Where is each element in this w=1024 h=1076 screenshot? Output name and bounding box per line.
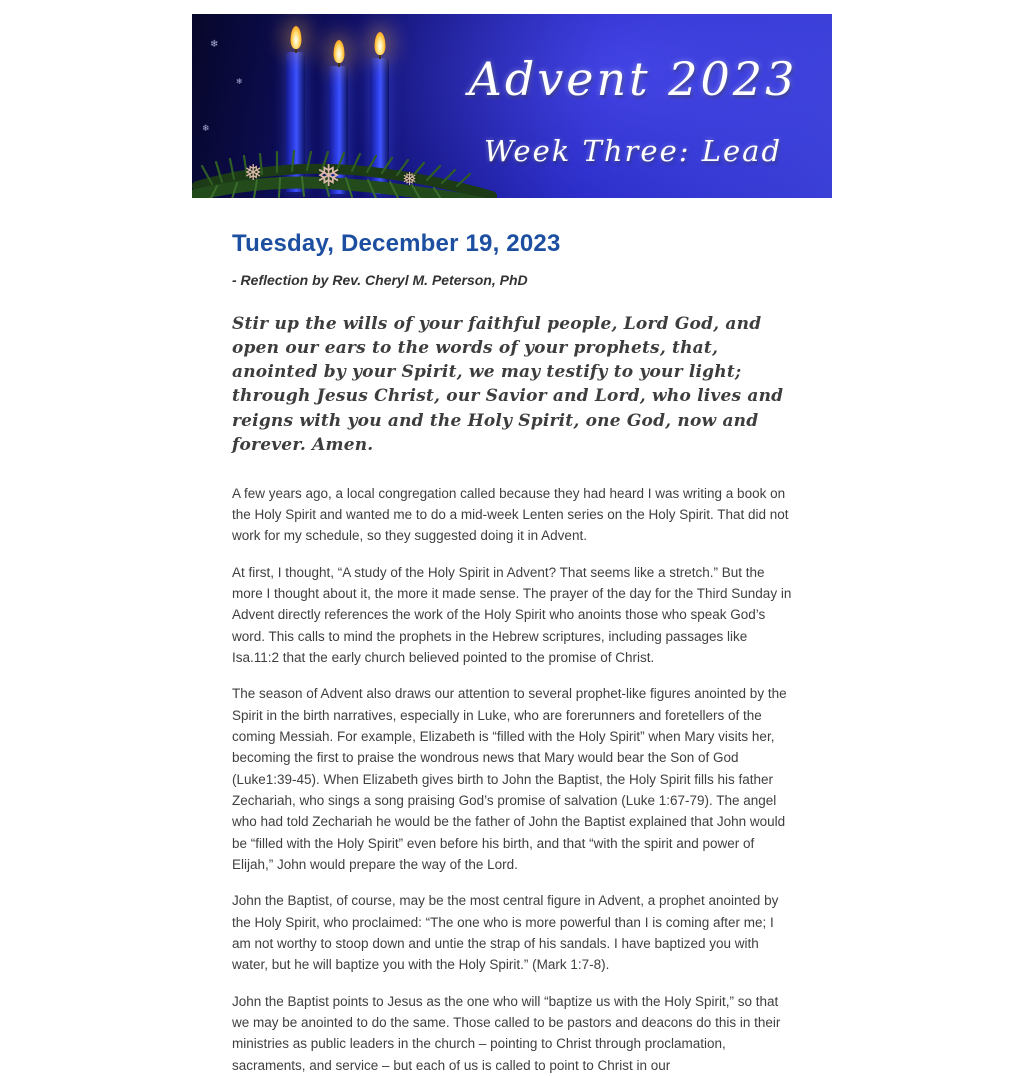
body-paragraph: John the Baptist points to Jesus as the one who will “baptize us with the Holy Spirit,” so that we may be anointed to do the same. Those called to be pastors and deacons do this in their ministries as public leaders in the church – pointing to Christ through proclamation, sacraments, and service – but each of us is called to point to Christ in our <box>232 993 781 1073</box>
banner-title: Advent 2023 <box>468 52 798 106</box>
email-body <box>192 0 832 1076</box>
snowflake-icon: ❅ <box>402 169 418 189</box>
snowflake-icon: ❄ <box>210 39 219 50</box>
snowflake-icon: ❄ <box>236 77 243 86</box>
flame-icon <box>374 32 385 55</box>
body-paragraph: John the Baptist, of course, may be the most central figure in Advent, a prophet anointed by the Holy Spirit, who proclaimed: “The one who is more powerful than I is coming after me; I am not worthy to stoop down and untie the strap of his sandals. I have baptized you with water, but he will baptize you with the Holy Spirit.” (Mark 1:7-8). <box>232 893 779 973</box>
body-paragraph: At first, I thought, “A study of the Holy Spirit in Advent? That seems like a stretch.” But the more I thought about it, the more it made sense. The prayer of the day for the Third Sunday in Advent directly references the work of the Holy Spirit who anoints those who speak God’s word. This calls to mind the prophets in the Hebrew scriptures, including passages like Isa.11:2 that the early church believed pointed to the promise of Christ. <box>232 564 792 666</box>
body-paragraph: The season of Advent also draws our attention to several prophet-like figures anointed by the Spirit in the birth narratives, especially in Luke, who are forerunners and foretellers of the coming Messiah. For example, Elizabeth is “filled with the Holy Spirit” when Mary visits her, becoming the first to praise the wondrous news that Mary would bear the Son of God (Luke1:39-45). When Elizabeth gives birth to John the Baptist, the Holy Spirit fills his father Zechariah, who sings a song praising God’s promise of salvation (Luke 1:67-79). The angel who had told Zechariah he would be the father of John the Baptist explained that John would be “filled with the Holy Spirit” even before his birth, and that “with the spirit and power of Elijah,” John would prepare the way of the Lord. <box>232 686 787 872</box>
banner-text-block <box>442 52 824 168</box>
snowflake-icon: ❅ <box>244 160 263 185</box>
flame-icon <box>290 26 301 49</box>
advent-banner-image <box>192 14 832 198</box>
snowflake-icon: ❄ <box>202 123 210 133</box>
body-paragraph: A few years ago, a local congregation called because they had heard I was writing a book on the Holy Spirit and wanted me to do a mid-week Lenten series on the Holy Spirit. That did not work for my schedule, so they suggested doing it in Advent. <box>232 485 789 544</box>
article-content <box>192 198 832 1076</box>
banner-subtitle: Week Three: Lead <box>483 134 783 168</box>
page-title: Tuesday, December 19, 2023 <box>232 230 561 257</box>
byline: - Reflection by Rev. Cheryl M. Peterson, PhD <box>232 272 528 288</box>
prayer-text: Stir up the wills of your faithful people, Lord God, and open our ears to the words of your prophets, that, anointed by your Spirit, we may testify to your light; through Jesus Christ, our Savior and Lord, who lives and reigns with you and the Holy Spirit, one God, now and forever. Amen. <box>232 314 784 455</box>
flame-icon <box>333 40 344 63</box>
snowflake-icon: ❅ <box>316 160 342 193</box>
